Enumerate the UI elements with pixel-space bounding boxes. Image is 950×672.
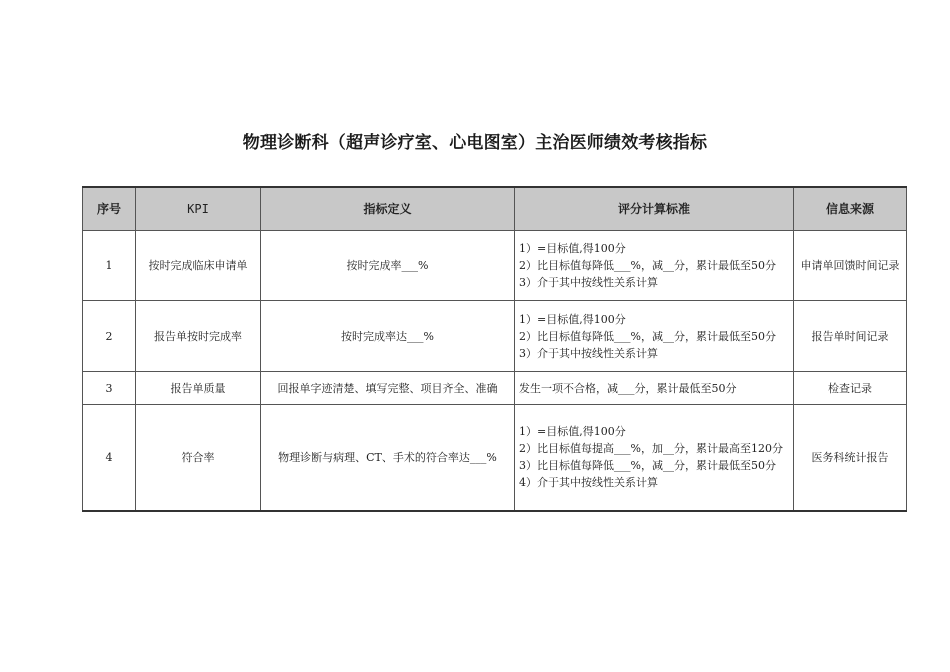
cell-index: 2 (83, 301, 136, 372)
scoring-line: 3）介于其中按线性关系计算 (519, 276, 658, 289)
table-row (83, 301, 907, 372)
scoring-line: 1）=目标值,得100分 (519, 312, 626, 326)
cell-kpi: 报告单按时完成率 (136, 301, 261, 372)
cell-kpi: 按时完成临床申请单 (136, 231, 261, 301)
scoring-line: 2）比目标值每降低___%，减__分，累计最低至50分 (519, 329, 776, 343)
cell-definition: 按时完成率达___% (261, 301, 515, 372)
scoring-line: 发生一项不合格，减___分，累计最低至50分 (519, 381, 737, 395)
cell-definition: 回报单字迹清楚、填写完整、项目齐全、准确 (261, 372, 515, 405)
cell-kpi: 报告单质量 (136, 372, 261, 405)
table-row (83, 231, 907, 301)
cell-source: 报告单时间记录 (794, 301, 907, 372)
document-title: 物理诊断科（超声诊疗室、心电图室）主治医师绩效考核指标 (242, 133, 708, 153)
scoring-line: 2）比目标值每提高___%，加__分，累计最高至120分 (519, 442, 783, 456)
scoring-line: 2）比目标值每降低___%，减__分，累计最低至50分 (519, 259, 776, 272)
scoring-line: 3）比目标值每降低___%，减__分，累计最低至50分 (519, 459, 776, 473)
cell-scoring (515, 372, 794, 405)
cell-scoring (515, 231, 794, 301)
scoring-line: 3）介于其中按线性关系计算 (519, 346, 658, 360)
cell-index: 4 (83, 405, 136, 511)
cell-source: 检查记录 (794, 372, 907, 405)
cell-kpi: 符合率 (136, 405, 261, 511)
scoring-line: 1）=目标值,得100分 (519, 425, 626, 439)
cell-index: 3 (83, 372, 136, 405)
kpi-table (82, 186, 907, 512)
header-scoring: 评分计算标准 (515, 187, 794, 231)
header-index: 序号 (83, 187, 136, 231)
cell-definition: 按时完成率___% (261, 231, 515, 301)
header-definition: 指标定义 (261, 187, 515, 231)
scoring-line: 1）=目标值,得100分 (519, 242, 626, 255)
cell-source: 医务科统计报告 (794, 405, 907, 511)
table-row (83, 405, 907, 511)
cell-scoring (515, 405, 794, 511)
cell-definition: 物理诊断与病理、CT、手术的符合率达___% (261, 405, 515, 511)
table-row (83, 372, 907, 405)
header-kpi: KPI (136, 187, 261, 231)
scoring-line: 4）介于其中按线性关系计算 (519, 476, 658, 490)
table-header-row (83, 187, 907, 231)
cell-scoring (515, 301, 794, 372)
header-source: 信息来源 (794, 187, 907, 231)
cell-index: 1 (83, 231, 136, 301)
cell-source: 申请单回馈时间记录 (794, 231, 907, 301)
